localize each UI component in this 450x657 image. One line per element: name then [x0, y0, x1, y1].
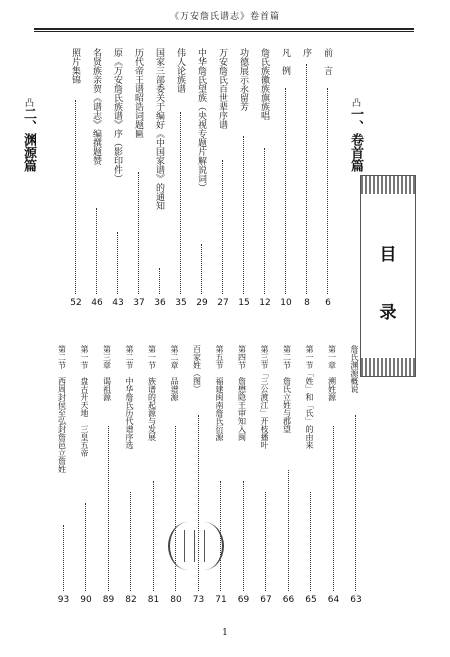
- toc-title-char-2: 录: [379, 303, 397, 323]
- toc-page-number: 35: [175, 298, 187, 308]
- toc-entry[interactable]: [124, 345, 138, 607]
- toc-leader-dots: [175, 426, 176, 591]
- toc-page-number: 15: [238, 298, 250, 308]
- toc-leader-dots: [117, 232, 118, 294]
- toc-page-number: 43: [112, 298, 124, 308]
- toc-entry-text: 詹氏族徽族旗族唱: [259, 48, 269, 120]
- toc-leader-dots: [222, 160, 223, 294]
- toc-page-number: 71: [215, 595, 227, 605]
- toc-entry-text: 前 言: [322, 48, 332, 75]
- toc-entry[interactable]: [300, 48, 314, 310]
- toc-entry[interactable]: [90, 48, 104, 310]
- toc-entry-text: 第二章 品谱源: [170, 345, 179, 401]
- toc-entry[interactable]: [282, 345, 296, 607]
- toc-entry-text: 第二节 西周封侯至弘封詹邑立詹姓: [57, 345, 67, 473]
- toc-leader-dots: [85, 503, 86, 591]
- toc-entry-text: 第二节 中华詹氏历代谱序选: [125, 345, 134, 449]
- toc-leader-dots: [265, 492, 266, 591]
- toc-page-number: 64: [327, 595, 340, 605]
- toc-entry-text: 第一章 溯姓源: [327, 345, 337, 401]
- toc-entry[interactable]: [321, 48, 335, 310]
- toc-entry[interactable]: [111, 48, 125, 310]
- toc-page-number: 52: [70, 298, 82, 308]
- toc-page-number: 65: [305, 595, 317, 605]
- toc-title-box: [360, 175, 416, 377]
- toc-page-number: 93: [57, 595, 70, 605]
- toc-entry-text: 照片集锦: [70, 48, 80, 84]
- toc-page-number: 8: [304, 298, 310, 308]
- toc-page-number: 37: [133, 298, 145, 308]
- toc-leader-dots: [108, 426, 109, 591]
- toc-leader-dots: [306, 64, 307, 294]
- toc-entry-text: 中华詹氏望族（央视专题片解说词）: [196, 48, 206, 192]
- toc-entry-text: 第一节 族谱的起源与发展: [147, 345, 157, 441]
- toc-leader-dots: [333, 426, 334, 591]
- toc-page-number: 29: [196, 298, 208, 308]
- toc-leader-dots: [138, 172, 139, 294]
- toc-entry-text: 万安詹氏百世辈序谱: [217, 48, 227, 129]
- toc-page-number: 81: [147, 595, 160, 605]
- toc-leader-dots: [310, 492, 311, 591]
- toc-entry-text: 第三节「三公渡江」开枝播叶: [260, 345, 269, 449]
- toc-entry[interactable]: [79, 345, 93, 607]
- toc-page-number: 46: [91, 298, 103, 308]
- section-heading-2: 凸二、渊源篇: [21, 98, 36, 172]
- toc-entry[interactable]: [153, 48, 167, 310]
- ornament-top: [361, 176, 415, 194]
- header-rule-thin: [34, 31, 414, 32]
- toc-page-number: 80: [170, 595, 182, 605]
- seal-stamp: [168, 522, 224, 570]
- toc-entry[interactable]: [102, 345, 116, 607]
- toc-leader-dots: [201, 244, 202, 294]
- toc-leader-dots: [327, 88, 328, 294]
- toc-entry-text: 国家三部委关于编好《中国家谱》的通知: [154, 48, 164, 210]
- toc-leader-dots: [159, 268, 160, 294]
- toc-leader-dots: [75, 100, 76, 294]
- toc-entry-text: 原《万安詹氏族谱》序（影印件）: [112, 48, 122, 183]
- toc-page-number: 36: [154, 298, 166, 308]
- toc-entry[interactable]: [57, 345, 71, 607]
- toc-page-number: 90: [80, 595, 92, 605]
- toc-page-number: 12: [259, 298, 271, 308]
- toc-page-number: 73: [192, 595, 205, 605]
- toc-entry[interactable]: [349, 345, 363, 607]
- toc-entry-text: 第一节「姓」和「氏」的由来: [305, 345, 314, 449]
- toc-entry[interactable]: [132, 48, 146, 310]
- toc-entry-text: 第五节 福建闽南詹氏衍源: [215, 345, 224, 441]
- running-header: 《万安詹氏谱志》卷首篇: [169, 12, 280, 22]
- toc-entry[interactable]: [258, 48, 272, 310]
- toc-page-number: 63: [350, 595, 362, 605]
- toc-title-char-1: 目: [379, 245, 397, 265]
- toc-entry-text: 伟人论族谱: [175, 48, 185, 93]
- toc-entry[interactable]: [216, 48, 230, 310]
- toc-entry-text: 第四节 詹懋隐王审知入闽: [237, 345, 247, 441]
- toc-leader-dots: [130, 492, 131, 591]
- toc-entry[interactable]: [327, 345, 341, 607]
- toc-entry[interactable]: [69, 48, 83, 310]
- toc-entry-text: 第一节 盘古开天地 三皇五帝: [80, 345, 89, 457]
- toc-leader-dots: [264, 148, 265, 294]
- toc-entry[interactable]: [195, 48, 209, 310]
- toc-page-number: 10: [280, 298, 292, 308]
- toc-leader-dots: [288, 470, 289, 591]
- toc-leader-dots: [63, 525, 64, 591]
- toc-entry[interactable]: [237, 345, 251, 607]
- toc-page-number: 69: [237, 595, 250, 605]
- toc-page-number: 66: [282, 595, 295, 605]
- toc-entry-text: 功德展示永留芳: [238, 48, 248, 111]
- toc-page-number: 27: [217, 298, 229, 308]
- toc-entry-text: 凡 例: [280, 48, 290, 75]
- page-number: 1: [222, 628, 228, 638]
- toc-entry-text: 名贤族亲贺《谱志》编撰题赞: [91, 48, 101, 165]
- toc-entry-text: 百家姓（图）: [192, 345, 202, 393]
- toc-entry[interactable]: [279, 48, 293, 310]
- toc-page-number: 6: [325, 298, 331, 308]
- toc-leader-dots: [355, 415, 356, 591]
- section-heading-1: 凸一、卷首篇: [348, 98, 363, 172]
- toc-entry[interactable]: [237, 48, 251, 310]
- toc-leader-dots: [153, 481, 154, 591]
- toc-page-number: 82: [125, 595, 137, 605]
- toc-entry-text: 第二节 詹氏立姓与郡望: [282, 345, 292, 433]
- toc-leader-dots: [243, 136, 244, 294]
- toc-leader-dots: [243, 481, 244, 591]
- header-rule: [34, 28, 414, 30]
- toc-entry[interactable]: [214, 345, 228, 607]
- toc-entry[interactable]: [304, 345, 318, 607]
- toc-entry[interactable]: [174, 48, 188, 310]
- toc-entry-text: 第三章 谒祖源: [102, 345, 112, 401]
- toc-entry[interactable]: [147, 345, 161, 607]
- toc-entry-text: 序: [301, 48, 311, 57]
- toc-page-number: 67: [260, 595, 272, 605]
- toc-page-number: 89: [102, 595, 115, 605]
- toc-entry-text: 詹氏渊源概说: [350, 345, 359, 393]
- toc-entry-text: 历代帝王谱昭诰词题匾: [133, 48, 143, 138]
- toc-leader-dots: [180, 112, 181, 294]
- toc-entry[interactable]: [259, 345, 273, 607]
- toc-leader-dots: [285, 88, 286, 294]
- ornament-bottom: [361, 358, 415, 376]
- toc-leader-dots: [96, 208, 97, 294]
